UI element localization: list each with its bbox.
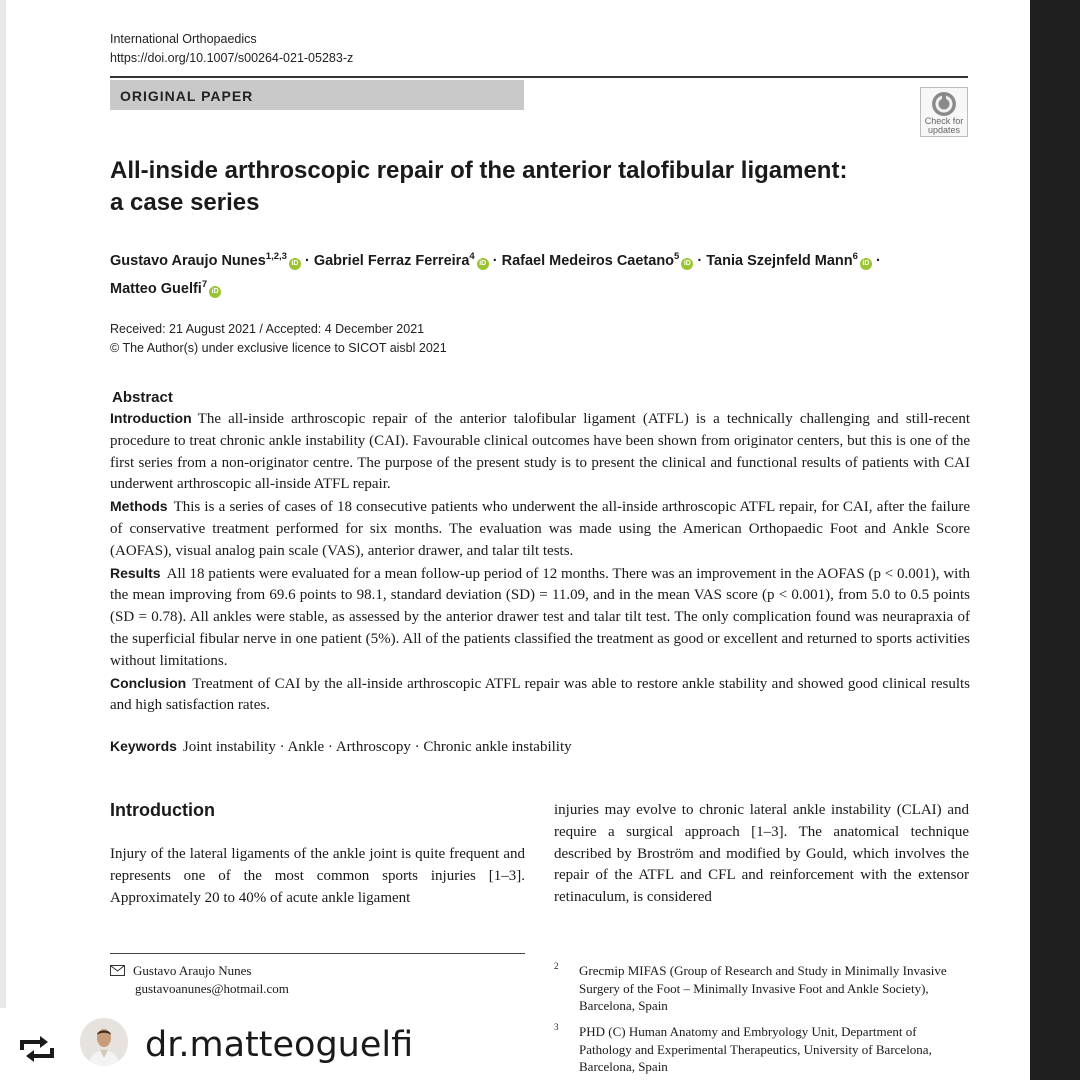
abstract-methods: Methods This is a series of cases of 18 consecutive patients who underwent the all-inside arthroscopic ATFL repair, for CAI, after the failure of conservative treatment performed for six months. The evaluation was made using the American Orthopaedic Foot and Ankle Score (AOFAS), visual analog pain scale (VAS), anterior drawer, and talar tilt tests. bbox=[110, 498, 970, 559]
orcid-icon[interactable]: iD bbox=[681, 258, 693, 270]
header-rule bbox=[110, 76, 968, 78]
author-separator: · bbox=[492, 252, 498, 269]
orcid-icon[interactable]: iD bbox=[860, 258, 872, 270]
check-updates-icon bbox=[931, 91, 957, 117]
correspondence bbox=[110, 962, 289, 998]
journal-name: International Orthopaedics bbox=[110, 32, 257, 46]
author[interactable]: Matteo Guelfi$^7$iD bbox=[110, 281, 221, 297]
received-accepted: Received: 21 August 2021 / Accepted: 4 December 2021 bbox=[110, 322, 425, 336]
author-list bbox=[110, 245, 970, 301]
repost-icon[interactable] bbox=[18, 1036, 56, 1062]
keywords-label: Keywords bbox=[110, 738, 177, 754]
journal-info bbox=[110, 30, 353, 68]
intro-right-text: injuries may evolve to chronic lateral ankle instability (CLAI) and require a surgical approach [1–3]. The anatomical technique described by Broström and modified by Gould, which involves the repair of the ATFL and CFL and reinforcement with the extensor retinaculum, is considered bbox=[554, 802, 969, 906]
abstract bbox=[110, 388, 970, 717]
paper-title bbox=[110, 155, 940, 219]
correspondence-email[interactable]: gustavoanunes@hotmail.com bbox=[135, 981, 289, 996]
affiliation-number: 3 bbox=[554, 1022, 559, 1032]
affiliation-number: 2 bbox=[554, 961, 559, 971]
author[interactable]: Gustavo Araujo Nunes$^{1,2,3}$iD bbox=[110, 253, 301, 269]
check-updates-line2: updates bbox=[927, 125, 961, 135]
paper-type-banner: ORIGINAL PAPER bbox=[110, 80, 524, 110]
affiliation-2 bbox=[554, 962, 969, 1015]
affiliation-3 bbox=[554, 1023, 969, 1076]
abstract-heading: Abstract bbox=[112, 389, 173, 406]
author[interactable]: Tania Szejnfeld Mann$^6$iD bbox=[706, 253, 872, 269]
check-updates-line1: Check for bbox=[924, 116, 964, 126]
correspondence-name: Gustavo Araujo Nunes bbox=[133, 963, 252, 978]
right-frame bbox=[1030, 0, 1080, 1080]
author-separator: · bbox=[875, 252, 881, 269]
intro-left-text: Injury of the lateral ligaments of the ankle joint is quite frequent and represents one of the most common sports injuries [1–3]. Approximately 20 to 40% of acute ankle ligament bbox=[110, 846, 525, 906]
author[interactable]: Rafael Medeiros Caetano$^5$iD bbox=[502, 253, 694, 269]
keywords-text: Joint instability · Ankle · Arthroscopy · Chronic ankle instability bbox=[182, 739, 572, 755]
orcid-icon[interactable]: iD bbox=[209, 286, 221, 298]
envelope-icon bbox=[110, 965, 125, 976]
publication-dates bbox=[110, 320, 447, 358]
affiliation-text: Grecmip MIFAS (Group of Research and Study in Minimally Invasive Surgery of the Foot – Minimally Invasive Foot and Ankle Society), Barcelona, Spain bbox=[579, 963, 947, 1013]
abstract-results: Results All 18 patients were evaluated for a mean follow-up period of 12 months. There was an improvement in the AOFAS (p < 0.001), with the mean improving from 69.6 points to 98.1, standard deviation (SD) = 11.09, and in the mean VAS score (p < 0.001), from 5.0 to 0.5 points (SD = 0.78). All ankles were stable, as assessed by the anterior drawer test and talar tilt test. The only complication found was neurapraxia of the superficial fibular nerve in one patient (5%). All of the patients classified the treatment as good or excellent and returned to sports activities without limitations. bbox=[110, 564, 970, 669]
title-line-2: a case series bbox=[110, 189, 260, 216]
intro-left-column bbox=[110, 798, 525, 909]
repost-handle[interactable]: dr.matteoguelfi bbox=[145, 1025, 414, 1065]
copyright-line: © The Author(s) under exclusive licence to SICOT aisbl 2021 bbox=[110, 341, 447, 355]
keywords bbox=[110, 735, 572, 758]
intro-right-column bbox=[554, 800, 969, 909]
avatar[interactable] bbox=[80, 1018, 128, 1066]
doi-link[interactable]: https://doi.org/10.1007/s00264-021-05283-z bbox=[110, 51, 354, 65]
introduction-heading: Introduction bbox=[110, 800, 215, 820]
left-frame bbox=[0, 0, 6, 1080]
abstract-conclusion: Conclusion Treatment of CAI by the all-inside arthroscopic ATFL repair was able to restore ankle stability and showed good clinical results and high satisfaction rates. bbox=[110, 674, 970, 714]
orcid-icon[interactable]: iD bbox=[477, 258, 489, 270]
abstract-introduction: Introduction The all-inside arthroscopic repair of the anterior talofibular ligament (ATFL) is a technically challenging and still-recent procedure to treat chronic ankle instability (CAI). Favourable clinical outcomes have been shown from originator centers, but this is one of the first series from a non-originator centre. The purpose of the present study is to present the clinical and functional results of patients with CAI underwent arthroscopic all-inside ATFL repair. bbox=[110, 410, 970, 493]
author-separator: · bbox=[697, 252, 703, 269]
author-separator: · bbox=[304, 252, 310, 269]
affiliation-text: PHD (C) Human Anatomy and Embryology Unit, Department of Pathology and Experimental Therapeutics, University of Barcelona, Barcelona, Spain bbox=[579, 1024, 932, 1074]
title-line-1: All-inside arthroscopic repair of the anterior talofibular ligament: bbox=[110, 157, 848, 184]
avatar-portrait-icon bbox=[80, 1018, 128, 1066]
footnote-rule bbox=[110, 953, 525, 954]
check-for-updates-badge[interactable] bbox=[920, 87, 968, 137]
orcid-icon[interactable]: iD bbox=[289, 258, 301, 270]
author[interactable]: Gabriel Ferraz Ferreira$^4$iD bbox=[314, 253, 489, 269]
